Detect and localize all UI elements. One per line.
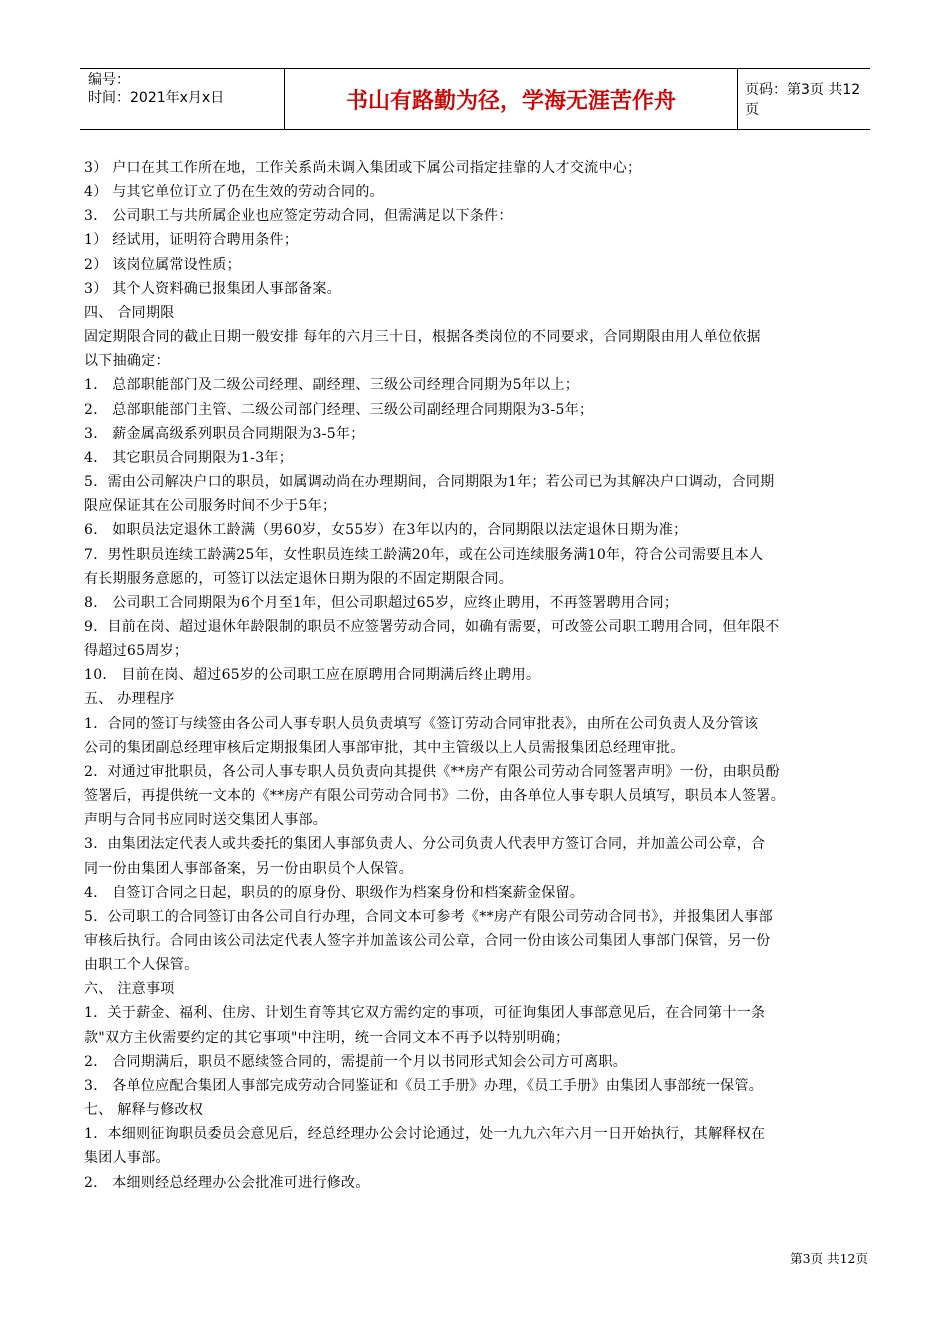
body-line: 1．关于薪金、福利、住房、计划生育等其它双方需约定的事项，可征询集团人事部意见后，在合同第十一条: [84, 1005, 766, 1022]
body-line: 款"双方主伙需要约定的其它事项"中注明，统一合同文本不再予以特别明确；: [84, 1029, 570, 1046]
body-line: 2． 总部职能部门主管、二级公司部门经理、三级公司副经理合同期限为3-5年；: [84, 401, 594, 418]
body-line: 9．目前在岗、超过退休年龄限制的职员不应签署劳动合同，如确有需要，可改签公司职工聘用合同，但年限不: [84, 618, 780, 635]
body-line: 3．由集团法定代表人或共委托的集团人事部负责人、分公司负责人代表甲方签订合同，并加盖公司公章，合: [84, 836, 766, 853]
body-line: 2） 该岗位属常设性质；: [84, 256, 241, 273]
body-line: 3． 公司职工与共所属企业也应签定劳动合同，但需满足以下条件：: [84, 208, 513, 225]
body-line: 2． 合同期满后，职员不愿续签合同的，需提前一个月以书同形式知会公司方可离职。: [84, 1053, 628, 1070]
body-line: 五、 办理程序: [84, 691, 175, 708]
page-header: [80, 68, 870, 130]
body-line: 8． 公司职工合同期限为6个月至1年，但公司职超过65岁，应终止聘用，不再签署聘用合同；: [84, 594, 679, 611]
body-line: 得超过65周岁；: [84, 643, 189, 660]
header-motto: 书山有路勤为径，学海无涯苦作舟: [284, 69, 738, 129]
body-line: 1． 总部职能部门及二级公司经理、副经理、三级公司经理合同期为5年以上；: [84, 377, 580, 394]
body-line: 1） 经试用，证明符合聘用条件；: [84, 232, 299, 249]
body-line: 5．公司职工的合同签订由各公司自行办理，合同文本可参考《**房产有限公司劳动合同书》，并报集团人事部: [84, 908, 773, 925]
body-line: 有长期服务意愿的，可签订以法定退休日期为限的不固定期限合同。: [84, 570, 513, 587]
body-line: 六、 注意事项: [84, 981, 175, 998]
body-line: 由职工个人保管。: [84, 957, 199, 974]
body-line: 声明与合同书应同时送交集团人事部。: [84, 812, 328, 829]
document-number-label: 编号：: [88, 72, 130, 88]
body-line: 3． 各单位应配合集团人事部完成劳动合同鉴证和《员工手册》办理，《员工手册》由集团人事部统一保管。: [84, 1077, 764, 1094]
body-line: 6． 如职员法定退休工龄满（男60岁，女55岁）在3年以内的，合同期限以法定退休日期为准；: [84, 522, 688, 539]
body-line: 1．本细则征询职员委员会意见后，经总经理办公会讨论通过，处一九九六年六月一日开始执行，其解释权在: [84, 1126, 766, 1143]
body-line: 审核后执行。合同由该公司法定代表人签字并加盖该公司公章，合同一份由该公司集团人事部门保管，另一份: [84, 933, 771, 949]
body-line: 同一份由集团人事部备案，另一份由职员个人保管。: [84, 860, 413, 877]
body-line: 4． 其它职员合同期限为1-3年；: [84, 449, 294, 466]
body-line: 5．需由公司解决户口的职员，如属调动尚在办理期间，合同期限为1年；若公司已为其解决户口调动，合同期: [84, 474, 775, 491]
body-line: 10． 目前在岗、超过65岁的公司职工应在原聘用合同期满后终止聘用。: [84, 667, 541, 684]
body-line: 固定期限合同的截止日期一般安排 每年的六月三十日，根据各类岗位的不同要求，合同期限由用人单位依据: [84, 329, 761, 346]
body-line: 4） 与其它单位订立了仍在生效的劳动合同的。: [84, 184, 384, 201]
body-line: 限应保证其在公司服务时间不少于5年；: [84, 498, 337, 515]
body-line: 3） 户口在其工作所在地，工作关系尚未调入集团或下属公司指定挂靠的人才交流中心；: [84, 160, 642, 176]
body-line: 以下抽确定：: [84, 353, 170, 370]
header-page-number: 页码：第3页 共12页: [745, 82, 861, 118]
body-line: 四、 合同期限: [84, 304, 175, 321]
document-time-label: 时间：2021年x月x日: [88, 90, 225, 106]
body-line: 公司的集团副总经理审核后定期报集团人事部审批，其中主管级以上人员需报集团总经理审批。: [84, 739, 685, 756]
page-footer: 第3页 共12页: [790, 1251, 868, 1266]
body-line: 2．对通过审批职员，各公司人事专职人员负责向其提供《**房产有限公司劳动合同签署声明》一份，由职员酚: [84, 763, 780, 780]
body-line: 集团人事部。: [84, 1150, 170, 1167]
body-line: 7．男性职员连续工龄满25年，女性职员连续工龄满20年，或在公司连续服务满10年，符合公司需要且本人: [84, 546, 764, 563]
body-line: 3． 薪金属高级系列职员合同期限为3-5年；: [84, 425, 365, 442]
body-line: 1．合同的签订与续签由各公司人事专职人员负责填写《签订劳动合同审批表》，由所在公司负责人及分管该: [84, 715, 759, 732]
body-line: 2． 本细则经总经理办公会批准可进行修改。: [84, 1174, 370, 1191]
header-meta: [80, 69, 284, 129]
body-line: 七、 解释与修改权: [84, 1102, 204, 1119]
body-line: 3） 其个人资料确已报集团人事部备案。: [84, 280, 342, 297]
document-body: [84, 156, 872, 1195]
body-line: 签署后，再提供统一文本的《**房产有限公司劳动合同书》二份，由各单位人事专职人员填写，职员本人签署。: [84, 788, 785, 805]
body-line: 4． 自签订合同之日起，职员的的原身份、职级作为档案身份和档案薪金保留。: [84, 884, 585, 901]
